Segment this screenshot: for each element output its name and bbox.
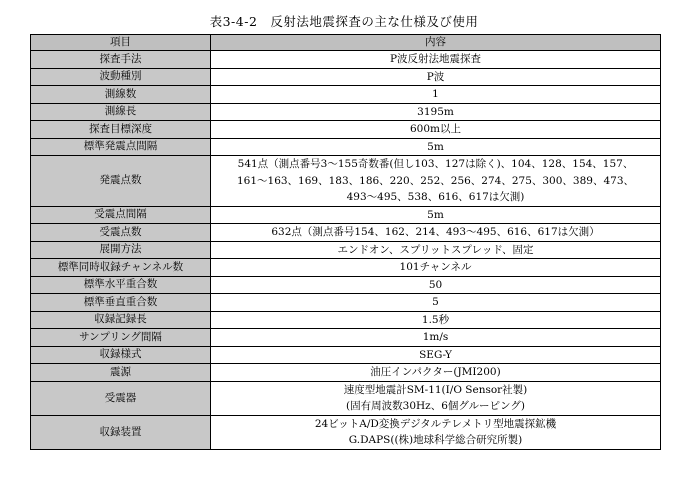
row-value bbox=[211, 346, 661, 364]
row-value-line: 5m bbox=[427, 140, 444, 153]
row-label: 震源 bbox=[31, 364, 211, 382]
row-value-line: 1m/s bbox=[422, 331, 449, 343]
table-row bbox=[31, 224, 661, 242]
table-row bbox=[31, 103, 661, 121]
row-value bbox=[211, 86, 661, 104]
row-value-line: 1.5秒 bbox=[421, 313, 450, 326]
row-value-line: P波 bbox=[426, 70, 445, 83]
row-value bbox=[211, 51, 661, 69]
row-value-line: 速度型地震計SM-11(I/O Sensor社製) bbox=[343, 383, 528, 396]
row-value-line: 493～495、538、616、617は欠測) bbox=[346, 191, 525, 203]
table-row bbox=[31, 259, 661, 277]
row-value bbox=[211, 311, 661, 329]
header-item: 項目 bbox=[31, 35, 211, 51]
row-value-line: P波反射法地震探査 bbox=[389, 53, 482, 65]
row-value-line: 24ビットA/D変換デジタルテレメトリ型地震探鉱機 bbox=[314, 417, 557, 430]
row-label: 標準同時収録チャンネル数 bbox=[31, 259, 211, 277]
row-value-line: 1 bbox=[432, 88, 439, 100]
row-value-line: 541点（測点番号3～155奇数番(但し103、127は除く)、104、128、154、157、 bbox=[237, 158, 634, 170]
row-value-line: (固有周波数30Hz、6個グルーピング) bbox=[346, 400, 525, 412]
row-label: 発震点数 bbox=[31, 156, 211, 207]
row-value bbox=[211, 206, 661, 224]
row-label: 探査手法 bbox=[31, 51, 211, 69]
spec-table bbox=[30, 34, 661, 450]
row-value bbox=[211, 224, 661, 242]
row-value bbox=[211, 364, 661, 382]
row-value-line: 600m以上 bbox=[410, 123, 461, 135]
table-row bbox=[31, 381, 661, 415]
row-label: 波動種別 bbox=[31, 68, 211, 86]
row-value bbox=[211, 259, 661, 277]
row-label: 標準水平重合数 bbox=[31, 276, 211, 294]
row-value-line: エンドオン、スプリットスプレッド、固定 bbox=[337, 243, 534, 256]
row-value bbox=[211, 276, 661, 294]
row-label: 収録記録長 bbox=[31, 311, 211, 329]
row-label: 受震点間隔 bbox=[31, 206, 211, 224]
table-row bbox=[31, 276, 661, 294]
row-value bbox=[211, 156, 661, 207]
row-value-line: 632点（測点番号154、162、214、493～495、616、617は欠測） bbox=[271, 226, 600, 238]
table-title: 表3-4-2 反射法地震探査の主な仕様及び使用 bbox=[209, 14, 479, 29]
row-label: 収録装置 bbox=[31, 415, 211, 449]
table-header-row bbox=[31, 35, 661, 51]
header-content: 内容 bbox=[211, 35, 661, 51]
row-label: 標準垂直重合数 bbox=[31, 294, 211, 312]
table-row bbox=[31, 138, 661, 156]
row-value-line: 161～163、169、183、186、220、252、256、274、275、300、389、473、 bbox=[236, 174, 635, 187]
table-row bbox=[31, 329, 661, 347]
table-row bbox=[31, 206, 661, 224]
row-value-line: 5m bbox=[427, 208, 444, 221]
table-body bbox=[31, 51, 661, 450]
table-row bbox=[31, 311, 661, 329]
row-value bbox=[211, 415, 661, 449]
row-value-line: 3195m bbox=[417, 105, 454, 118]
row-value-line: 101チャンネル bbox=[399, 261, 472, 273]
row-value-line: 5 bbox=[432, 296, 439, 308]
table-row bbox=[31, 364, 661, 382]
table-row bbox=[31, 294, 661, 312]
row-value-line: 50 bbox=[428, 278, 443, 291]
row-label: 測線長 bbox=[31, 103, 211, 121]
table-row bbox=[31, 68, 661, 86]
row-value bbox=[211, 294, 661, 312]
row-value bbox=[211, 241, 661, 259]
row-value-line: SEG-Y bbox=[419, 348, 452, 361]
row-value bbox=[211, 68, 661, 86]
row-label: 収録様式 bbox=[31, 346, 211, 364]
table-row bbox=[31, 415, 661, 449]
table-row bbox=[31, 156, 661, 207]
row-value bbox=[211, 138, 661, 156]
table-row bbox=[31, 86, 661, 104]
row-value-line: G.DAPS((株)地球科学総合研究所製) bbox=[348, 434, 523, 446]
row-label: 受震器 bbox=[31, 381, 211, 415]
row-label: 標準発震点間隔 bbox=[31, 138, 211, 156]
row-value bbox=[211, 103, 661, 121]
row-label: 測線数 bbox=[31, 86, 211, 104]
table-row bbox=[31, 51, 661, 69]
table-row bbox=[31, 121, 661, 139]
row-label: 受震点数 bbox=[31, 224, 211, 242]
table-row bbox=[31, 346, 661, 364]
row-label: 探査目標深度 bbox=[31, 121, 211, 139]
row-value bbox=[211, 329, 661, 347]
row-value-line: 油圧インパクター(JMI200) bbox=[370, 366, 501, 378]
row-value bbox=[211, 121, 661, 139]
table-row bbox=[31, 241, 661, 259]
row-value bbox=[211, 381, 661, 415]
row-label: 展開方法 bbox=[31, 241, 211, 259]
row-label: サンプリング間隔 bbox=[31, 329, 211, 347]
